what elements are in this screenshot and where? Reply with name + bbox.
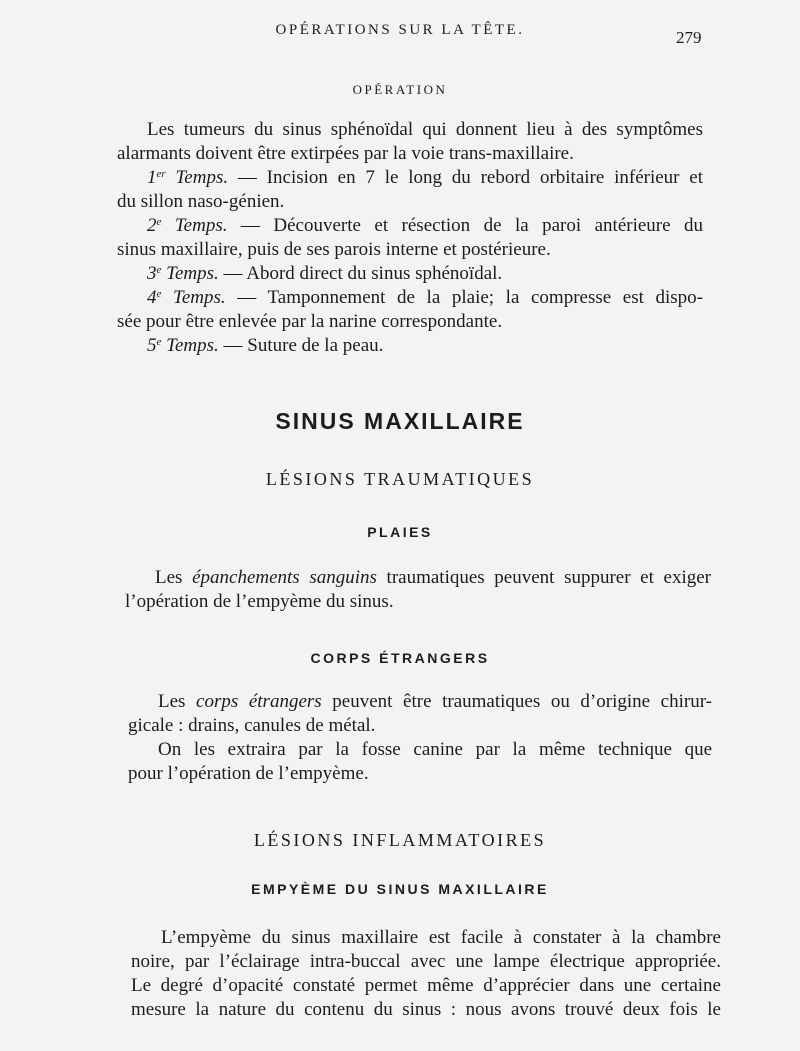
text-line: Les corps étrangers peuvent être traumatiques ou d’origine chirur-: [158, 691, 712, 712]
text-line: sinus maxillaire, puis de ses parois interne et postérieure.: [117, 239, 551, 260]
text-line: On les extraira par la fosse canine par la même technique que: [158, 739, 712, 760]
empyeme-text: [131, 926, 721, 1022]
running-head: OPÉRATIONS SUR LA TÊTE.: [275, 22, 525, 38]
page-number: 279: [676, 28, 702, 47]
text-line: sée pour être enlevée par la narine correspondante.: [117, 311, 503, 332]
text-line: du sillon naso-génien.: [117, 191, 285, 212]
step-2-line: 2e Temps. — Découverte et résection de la paroi antérieure du: [147, 215, 703, 236]
text-line: Les tumeurs du sinus sphénoïdal qui donnent lieu à des symptômes: [147, 119, 703, 140]
text-line: mesure la nature du contenu du sinus : nous avons trouvé deux fois le: [131, 999, 721, 1020]
text-line: alarmants doivent être extirpées par la voie trans-maxillaire.: [117, 143, 574, 164]
step-1-line: 1er Temps. — Incision en 7 le long du rebord orbitaire inférieur et: [147, 167, 704, 188]
chapter-title: SINUS MAXILLAIRE: [275, 408, 525, 434]
text-line: l’opération de l’empyème du sinus.: [125, 591, 394, 612]
section-title-traumatic: LÉSIONS TRAUMATIQUES: [265, 469, 535, 489]
plaies-text: [125, 566, 711, 614]
corps-text: [128, 690, 712, 786]
step-3-line: 3e Temps. — Abord direct du sinus sphénoïdal.: [147, 263, 503, 284]
subsection-title-corps: CORPS ÉTRANGERS: [310, 650, 490, 666]
text-line: Les épanchements sanguins traumatiques peuvent suppurer et exiger: [155, 567, 711, 588]
text-line: noire, par l’éclairage intra-buccal avec une lampe électrique appropriée.: [131, 951, 721, 972]
step-5-line: 5e Temps. — Suture de la peau.: [147, 335, 384, 356]
operation-heading: OPÉRATION: [352, 82, 448, 97]
text-line: Le degré d’opacité constaté permet même d’apprécier dans une certaine: [131, 975, 721, 996]
subsection-title-plaies: PLAIES: [367, 524, 433, 540]
step-4-line: 4e Temps. — Tamponnement de la plaie; la compresse est dispo-: [147, 287, 704, 308]
subsection-title-empyeme: EMPYÈME DU SINUS MAXILLAIRE: [251, 881, 549, 897]
text-line: L’empyème du sinus maxillaire est facile à constater à la chambre: [161, 927, 721, 948]
text-line: pour l’opération de l’empyème.: [128, 763, 369, 784]
section-title-inflammatory: LÉSIONS INFLAMMATOIRES: [253, 830, 547, 850]
operation-text: [117, 118, 703, 358]
text-line: gicale : drains, canules de métal.: [128, 715, 376, 736]
